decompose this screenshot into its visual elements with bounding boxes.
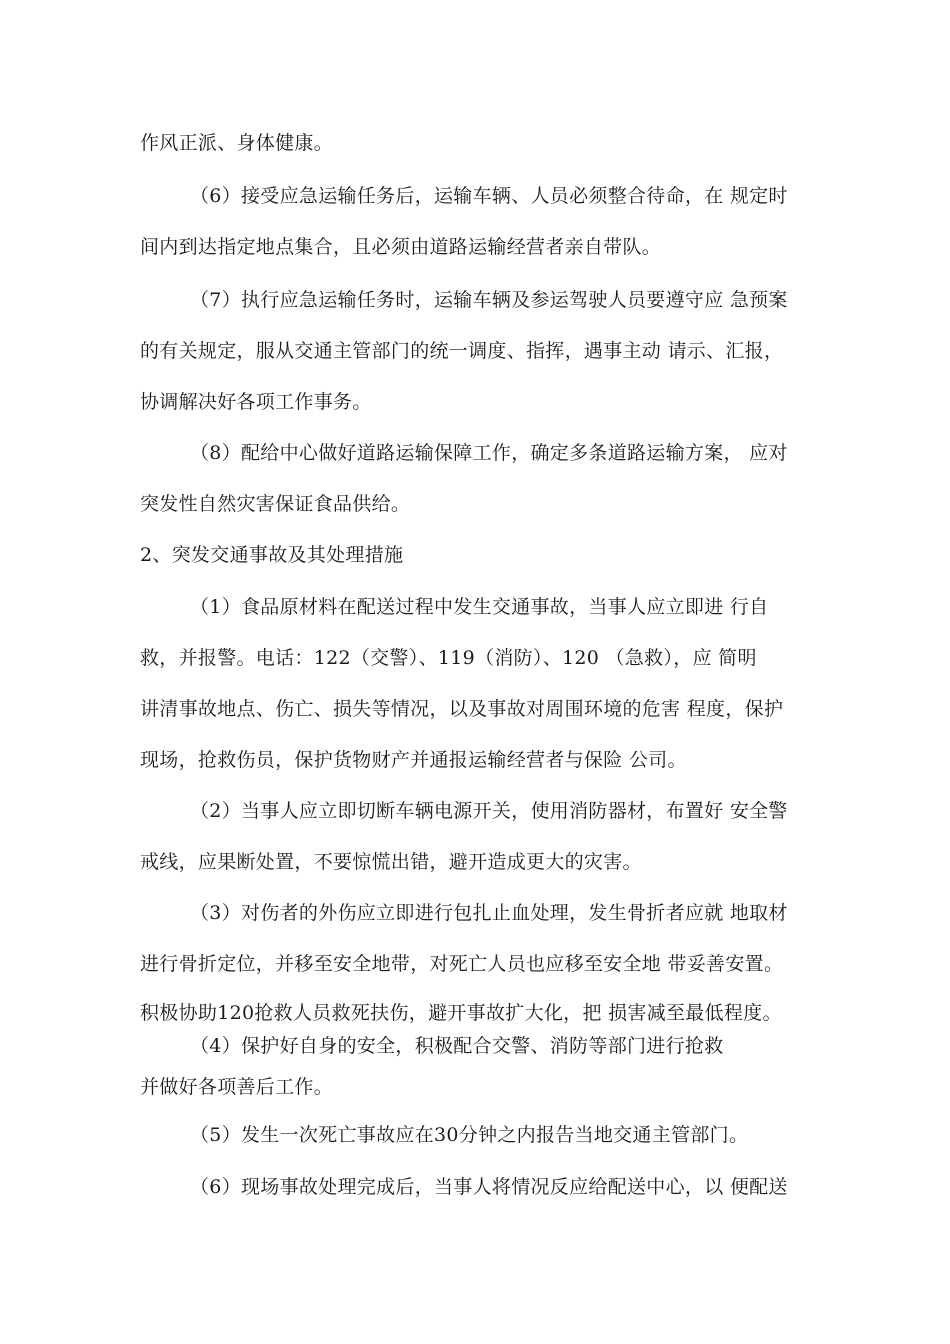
text-line-4: （7）执行应急运输任务时，运输车辆及参运驾驶人员要遵守应 急预案 (190, 289, 788, 311)
text-line-22: （6）现场事故处理完成后，当事人将情况反应给配送中心，以 便配送 (190, 1176, 788, 1198)
text-line-2: （6）接受应急运输任务后，运输车辆、人员必须整合待命，在 规定时 (190, 185, 788, 207)
text-line-6: 协调解决好各项工作事务。 (140, 391, 372, 413)
section-heading: 2、突发交通事故及其处理措施 (140, 544, 404, 566)
text-line-18: 积极协助120抢救人员救死扶伤，避开事故扩大化，把 损害减至最低程度。 (140, 1002, 782, 1024)
text-line-19: （4）保护好自身的安全，积极配合交警、消防等部门进行抢救 (190, 1035, 724, 1057)
text-line-21: （5）发生一次死亡事故应在30分钟之内报告当地交通主管部门。 (190, 1124, 749, 1146)
text-line-13: 现场，抢救伤员，保护货物财产并通报运输经营者与保险 公司。 (140, 749, 687, 771)
text-line-7: （8）配给中心做好道路运输保障工作，确定多条道路运输方案， 应对 (190, 442, 788, 464)
text-line-5: 的有关规定，服从交通主管部门的统一调度、指挥，遇事主动 请示、汇报， (140, 340, 784, 362)
text-line-16: （3）对伤者的外伤应立即进行包扎止血处理，发生骨折者应就 地取材 (190, 902, 788, 924)
text-line-1: 作风正派、身体健康。 (140, 132, 334, 154)
text-line-12: 讲清事故地点、伤亡、损失等情况，以及事故对周围环境的危害 程度，保护 (140, 698, 784, 720)
text-line-10: （1）食品原材料在配送过程中发生交通事故，当事人应立即进 行自 (190, 596, 769, 618)
text-line-8: 突发性自然灾害保证食品供给。 (140, 493, 411, 515)
text-line-11: 救，并报警。电话：122（交警）、119（消防）、120 （急救），应 简明 (140, 647, 757, 669)
text-line-15: 戒线，应果断处置，不要惊慌出错，避开造成更大的灾害。 (140, 851, 642, 873)
text-line-14: （2）当事人应立即切断车辆电源开关，使用消防器材，布置好 安全警 (190, 800, 788, 822)
text-line-3: 间内到达指定地点集合，且必须由道路运输经营者亲自带队。 (140, 236, 662, 258)
text-line-17: 进行骨折定位，并移至安全地带，对死亡人员也应移至安全地 带妥善安置。 (140, 953, 784, 975)
text-line-20: 并做好各项善后工作。 (140, 1076, 334, 1098)
